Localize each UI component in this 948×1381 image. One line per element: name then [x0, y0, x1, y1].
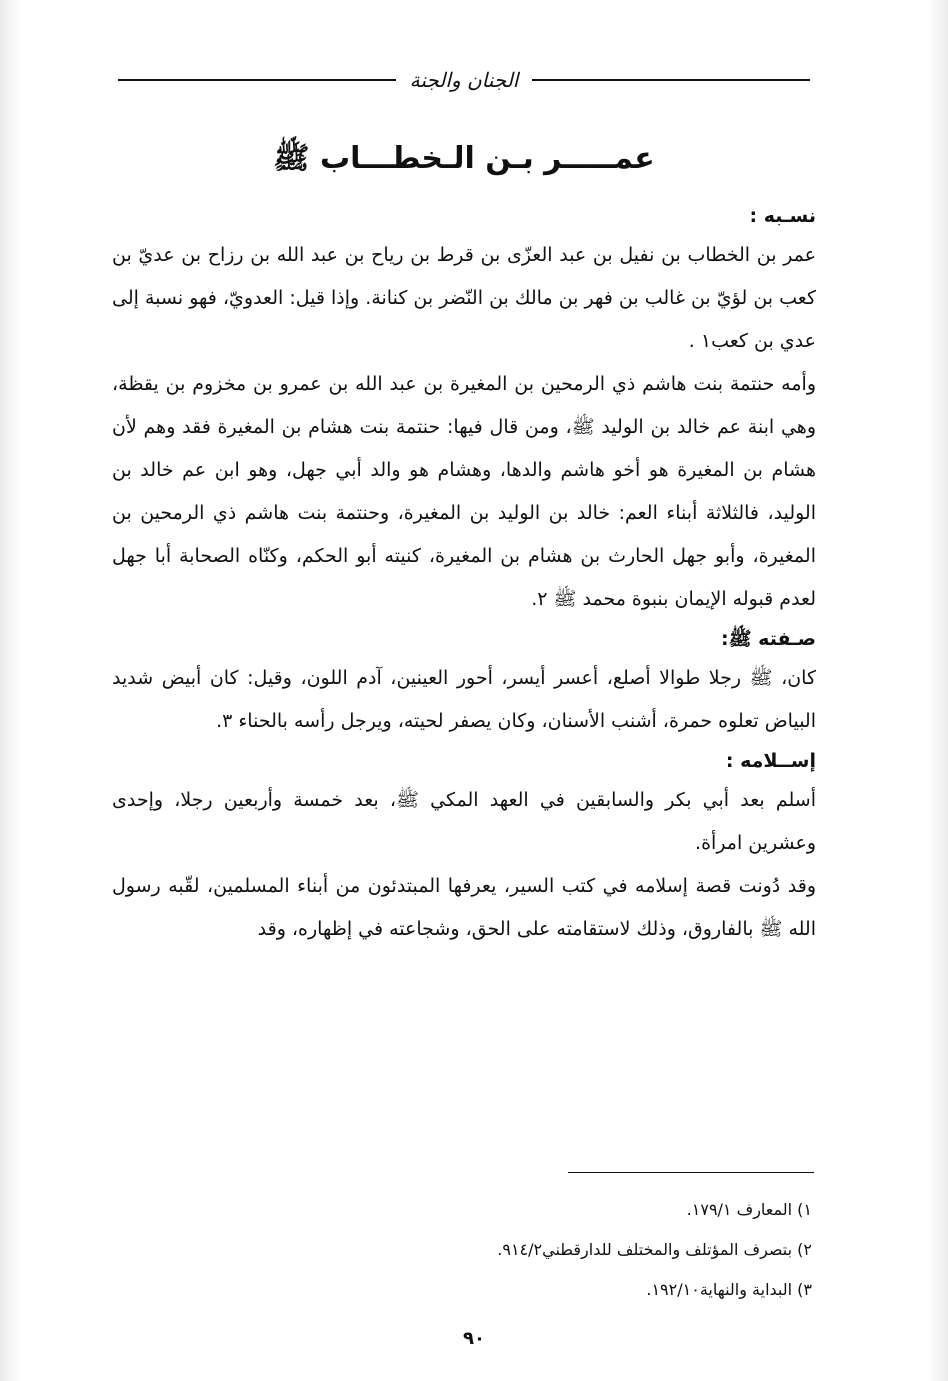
footnotes	[300, 1190, 812, 1310]
paragraph-islam-1: أسلم بعد أبي بكر والسابقين في العهد المكي ﷺ، بعد خمسة وأربعين رجلا، وإحدى وعشرين امرأة.	[112, 789, 816, 854]
header-logo: الجنان والجنة	[409, 68, 519, 92]
footnote-separator	[568, 1172, 814, 1173]
header-rule-left	[118, 79, 396, 81]
footnote-1: ١) المعارف ١٧٩/١.	[686, 1200, 812, 1219]
section-heading-islam: إســلامه :	[725, 750, 816, 772]
footnote-2: ٢) بتصرف المؤتلف والمختلف للدارقطني٩١٤/٢.	[497, 1240, 812, 1259]
page-number: ٩٠	[463, 1328, 485, 1349]
section-heading-lineage: نسـبه :	[749, 205, 816, 227]
page-header	[118, 62, 810, 98]
paragraph-lineage-2: وأمه حنتمة بنت هاشم ذي الرمحين بن المغيرة بن عبد الله بن عمرو بن مخزوم بن يقظة، وهي ابنة عم خالد بن الوليد ﷺ، ومن قال فيها: حنتمة بنت هشام بن المغيرة فقد وهم لأن هشام بن المغيرة هو أخو هاشم والدها، وهشام هو والد أبي جهل، وهو ابن عم خالد بن الوليد، فالثلاثة أبناء العم: خالد بن الوليد بن المغيرة، وحنتمة بنت هاشم ذي الرمحين بن المغيرة، وأبو جهل الحارث بن هشام بن المغيرة، كنيته أبو الحكم، وكنّاه الصحابة أبا جهل لعدم قبوله الإيمان بنبوة محمد ﷺ ٢.	[112, 373, 816, 610]
paragraph-description-1: كان، ﷺ رجلا طوالا أصلع، أعسر أيسر، أحور العينين، آدم اللون، وقيل: كان أبيض شديد البياض تعلوه حمرة، أشنب الأسنان، وكان يصفر لحيته، ويرجل رأسه بالحناء ٣.	[112, 667, 816, 732]
paragraph-islam-2: وقد دُونت قصة إسلامه في كتب السير، يعرفها المبتدئون من أبناء المسلمين، لقّبه رسول الله ﷺ بالفاروق، وذلك لاستقامته على الحق، وشجاعته في إظهاره، وقد	[112, 875, 816, 940]
section-heading-description: صـفته ﷺ:	[721, 628, 816, 650]
page-body	[112, 198, 816, 951]
paragraph-lineage-1: عمر بن الخطاب بن نفيل بن عبد العزّى بن قرط بن رياح بن عبد الله بن رزاح بن عديّ بن كعب بن لؤيّ بن غالب بن فهر بن مالك بن النّضر بن كنانة. وإذا قيل: العدويّ، فهو نسبة إلى عدي بن كعب١ .	[112, 244, 816, 352]
page-title: عمـــــر بـن الـخطـــاب ﷺ	[273, 141, 655, 176]
header-rule-right	[532, 79, 810, 81]
footnote-3: ٣) البداية والنهاية١٩٢/١٠.	[646, 1280, 812, 1299]
